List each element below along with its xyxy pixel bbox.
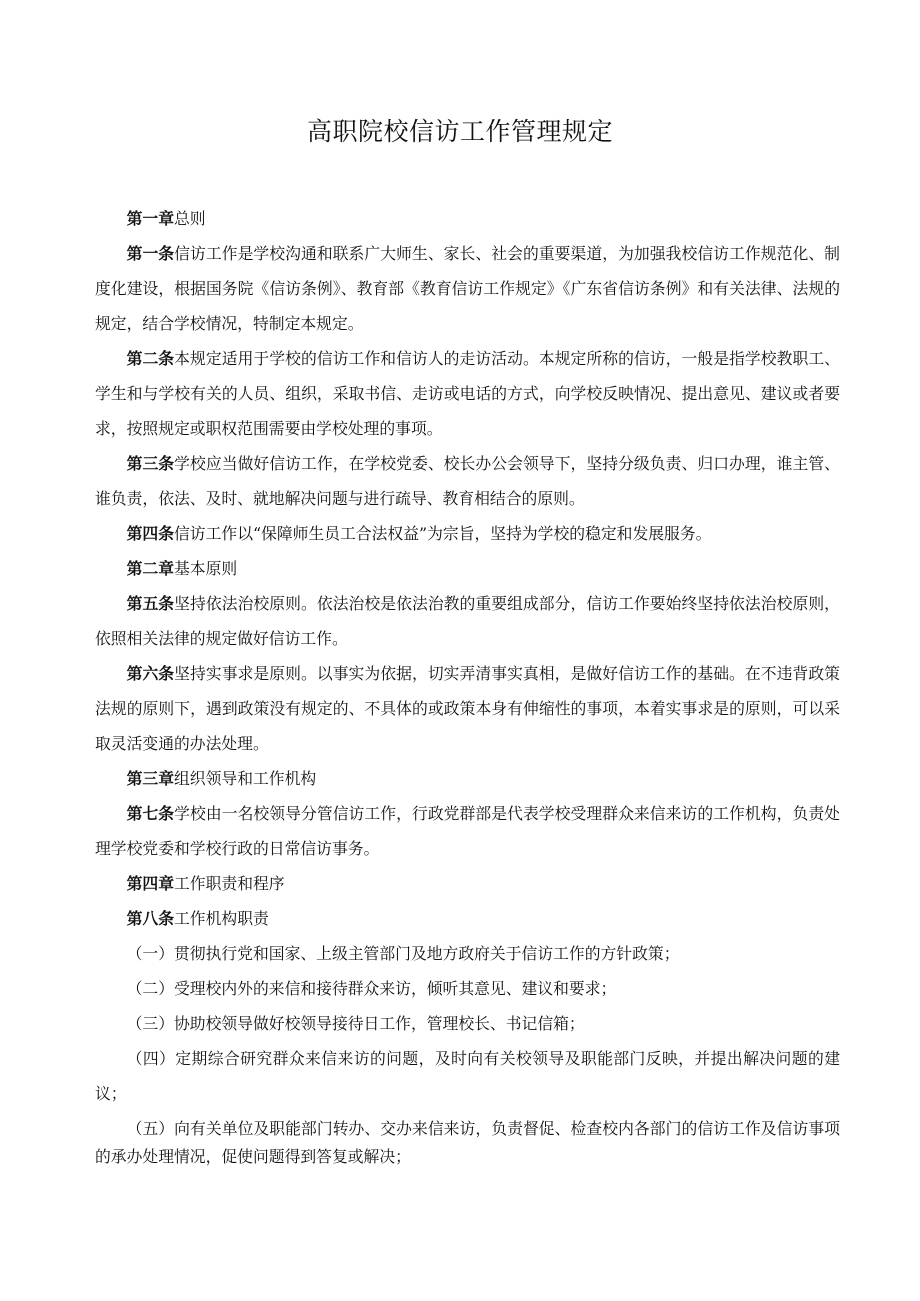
paragraph-label: 第四章 [126, 874, 174, 893]
paragraph-text: 信访工作是学校沟通和联系广大师生、家长、社会的重要渠道，为加强我校信访工作规范化、制度化建设，根据国务院《信访条例》、教育部《教育信访工作规定》《广东省信访条例》和有关法律、法规的规定，结合学校情况，特制定本规定。 [95, 244, 840, 333]
paragraph-label: 第四条 [126, 524, 174, 543]
paragraph-text: 学校应当做好信访工作，在学校党委、校长办公会领导下，坚持分级负责、归口办理，谁主管、谁负责，依法、及时、就地解决问题与进行疏导、教育相结合的原则。 [95, 454, 840, 508]
article-paragraph [95, 656, 840, 761]
paragraph-text: （二）受理校内外的来信和接待群众来访，倾听其意见、建议和要求； [126, 979, 617, 998]
paragraph-text: （三）协助校领导做好校领导接待日工作，管理校长、书记信箱； [126, 1014, 585, 1033]
document-title: 高职院校信访工作管理规定 [306, 117, 613, 146]
article-paragraph [95, 236, 840, 341]
paragraph-text: （一）贯彻执行党和国家、上级主管部门及地方政府关于信访工作的方针政策； [126, 944, 680, 963]
list-item [95, 1115, 840, 1171]
paragraph-text: （四）定期综合研究群众来信来访的问题，及时向有关校领导及职能部门反映，并提出解决问题的建议； [95, 1049, 840, 1103]
paragraph-text: 坚持依法治校原则。依法治校是依法治教的重要组成部分，信访工作要始终坚持依法治校原则，依照相关法律的规定做好信访工作。 [95, 594, 840, 648]
paragraph-label: 第二章 [126, 559, 174, 578]
paragraph-label: 第三条 [126, 454, 175, 473]
article-paragraph [95, 341, 840, 446]
article-paragraph [95, 796, 840, 866]
document-body [95, 201, 840, 1171]
paragraph-label: 第一章 [126, 209, 174, 228]
paragraph-text: 基本原则 [174, 559, 238, 578]
paragraph-text: 工作职责和程序 [174, 874, 285, 893]
paragraph-text: 坚持实事求是原则。以事实为依据，切实弄清事实真相，是做好信访工作的基础。在不违背政策法规的原则下，遇到政策没有规定的、不具体的或政策本身有伸缩性的事项，本着实事求是的原则，可以采取灵活变通的办法处理。 [95, 664, 840, 753]
article-paragraph [95, 516, 840, 551]
paragraph-label: 第六条 [126, 664, 175, 683]
chapter-heading [95, 551, 840, 586]
paragraph-text: 总则 [174, 209, 206, 228]
article-paragraph [95, 586, 840, 656]
paragraph-label: 第八条 [126, 909, 174, 928]
chapter-heading [95, 201, 840, 236]
list-item [95, 1006, 840, 1041]
paragraph-label: 第五条 [126, 594, 175, 613]
list-item [95, 971, 840, 1006]
paragraph-label: 第七条 [126, 804, 175, 823]
paragraph-text: 本规定适用于学校的信访工作和信访人的走访活动。本规定所称的信访，一般是指学校教职工、学生和与学校有关的人员、组织，采取书信、走访或电话的方式，向学校反映情况、提出意见、建议或者要求，按照规定或职权范围需要由学校处理的事项。 [95, 349, 840, 438]
chapter-heading [95, 866, 840, 901]
paragraph-text: 工作机构职责 [174, 909, 269, 928]
paragraph-label: 第一条 [126, 244, 175, 263]
list-item [95, 1041, 840, 1111]
paragraph-text: 信访工作以“保障师生员工合法权益”为宗旨，坚持为学校的稳定和发展服务。 [174, 524, 712, 543]
paragraph-text: 组织领导和工作机构 [174, 769, 317, 788]
paragraph-text: 学校由一名校领导分管信访工作，行政党群部是代表学校受理群众来信来访的工作机构，负责处理学校党委和学校行政的日常信访事务。 [95, 804, 840, 858]
paragraph-label: 第三章 [126, 769, 174, 788]
paragraph-label: 第二条 [126, 349, 175, 368]
article-paragraph [95, 446, 840, 516]
list-item [95, 936, 840, 971]
chapter-heading [95, 761, 840, 796]
article-paragraph [95, 901, 840, 936]
paragraph-text: （五）向有关单位及职能部门转办、交办来信来访，负责督促、检查校内各部门的信访工作及信访事项的承办处理情况，促使问题得到答复或解决； [95, 1119, 840, 1166]
